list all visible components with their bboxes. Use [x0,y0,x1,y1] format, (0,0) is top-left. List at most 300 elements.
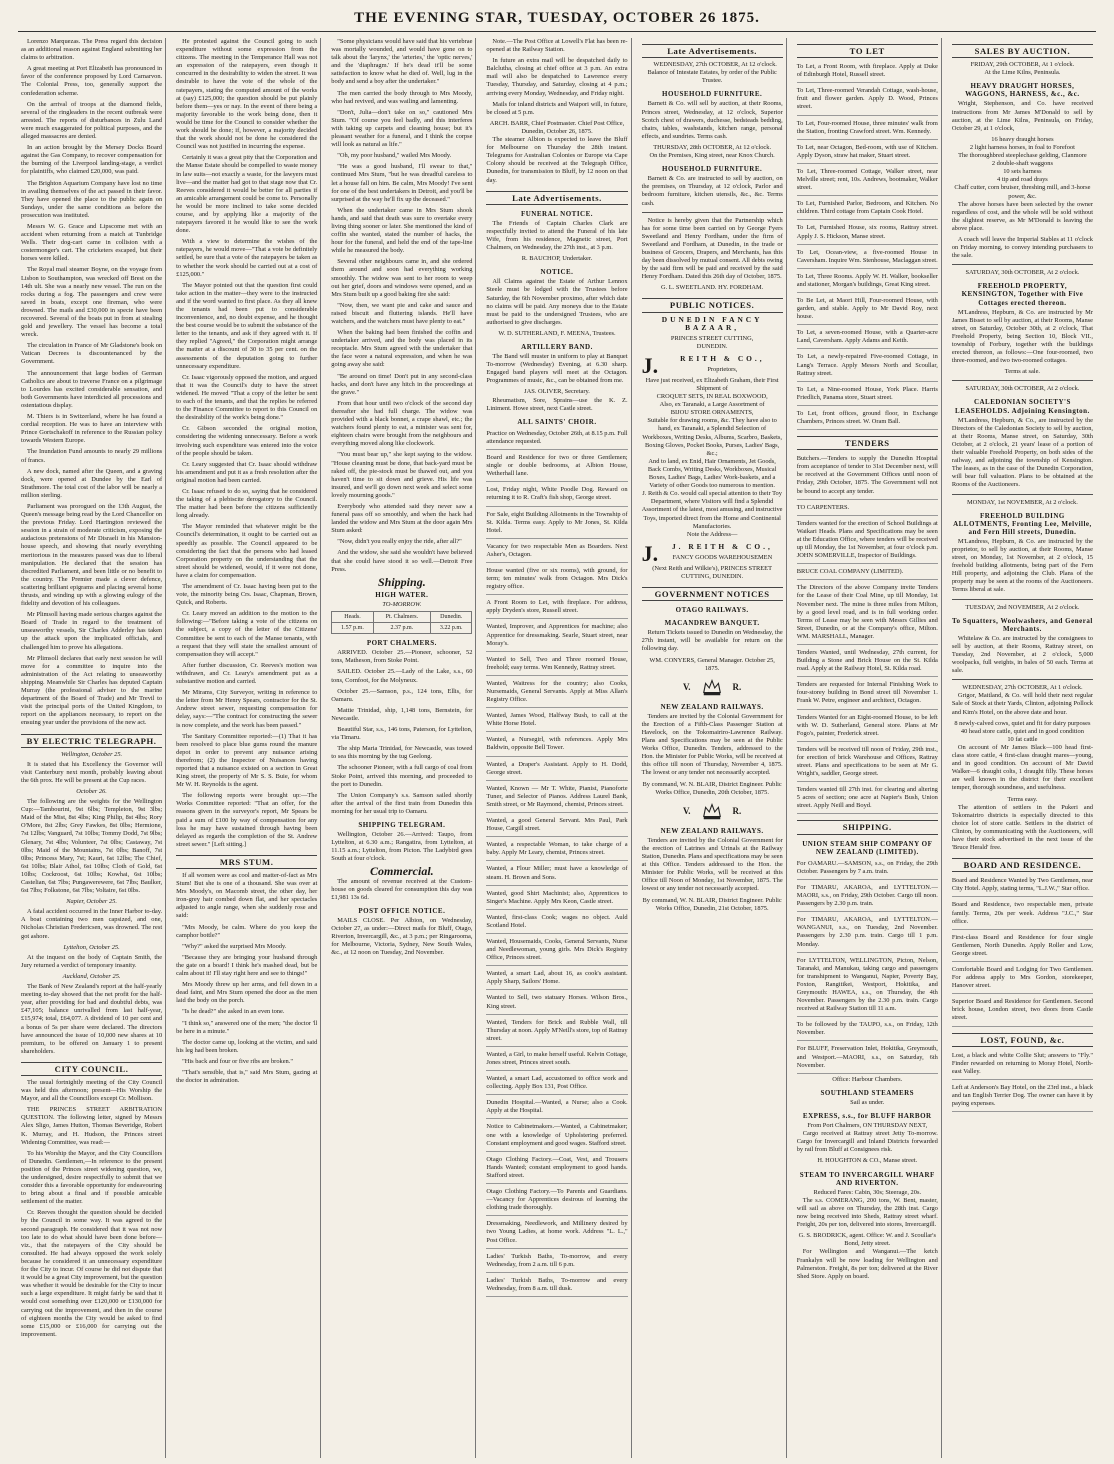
band-signature: JAS. OLIVER, Secretary. [524,388,590,396]
vr-left-2: V. [682,805,691,816]
telegraph-dateline: October 26. [76,787,107,795]
paragraph: Mails for inland districts and Waipori will, in future, be closed at 5 p.m. [486,100,628,116]
ad-item: To Let, Four-roomed House, three minutes' walk from the Station, fronting Crawford street. Wm. Kennedy. [797,118,938,140]
ad-item: Board and Residence, two respectable men, private family. Terms, 20s per week. Address "J.C.," Star office. [952,899,1093,929]
telegraph-dateline: Lyttelton, October 25. [63,943,120,951]
paragraph: October 25.—Samson, p.s., 124 tons, Ellis, for Oamaru. [331,687,473,703]
paragraph: "Some physicians would have said that his vertebrae was mortally wounded, and would have gone on to talk about the 'larynx,' the 'arteries,' the 'optic nerves,' and the 'diaphragm.' If he's dead it'll be some satisfaction to know what he died of. Well, lug in the body and send a boy after the undertaker." [331,38,473,86]
paragraph: "I think so," answered one of the men; "the doctor 'll be here in a minute." [176,1019,318,1035]
nzr2-heading: NEW ZEALAND RAILWAYS. [660,826,764,835]
story-paragraphs [176,872,317,1085]
divider [642,212,783,213]
notice-heading: NOTICE. [540,268,574,277]
nzr2-text: Tenders are invited by the Colonial Government for the erection of Latrines and Urinals at the Railway Station, Dunedin. Plans and specifications may be seen at this Office. Tenders addressed to the Hon. the Minister for Public Works, will be received at this Office till Noon of Monday, 1st November, 1875. The lowest or any tender not necessarily accepted. [641,836,783,893]
paragraph: The thoroughbred steeplechase gelding, Clanmore [958,152,1087,160]
gov-notices-heading: GOVERNMENT NOTICES [642,587,783,601]
telegraph-text: At the inquest on the body of Captain Smith, the Jury returned a verdict of temporary insanity. [21,953,163,969]
port-paragraphs [331,649,472,816]
sale5-date: TUESDAY, 2nd NOVEMBER, At 2 o'clock. [965,603,1080,611]
reith-lines [642,377,783,531]
paragraph: A new dock, named after the Queen, and a graving dock, were opened at Dundee by the Earl of Strathmore. The total cost of the labor will be nearly a million sterling. [21,467,163,499]
shipping-heading: Shipping. [378,574,426,589]
railways-heading: OTAGO RAILWAYS. [675,606,749,615]
paragraph: Cr. Isaac refused to do so, saying that he considered the taking of a plebiscite derogatory to the Council. The matter had been before the citizens sufficiently long already. [176,487,318,520]
paragraph: After further discussion, Cr. Reeves's motion was withdrawn, and Cr. Leary's amendment put as a substantive motion and carried. [176,661,318,686]
port-heading: PORT CHALMERS. [366,639,437,648]
telegraph-dateline: Wellington, October 25. [60,750,123,758]
council-continued [176,38,317,849]
ad-item: Otago Clothing Factory.—Coat, Vest, and Trousers Hands Wanted; constant employment to good hands. Stafford street. [486,1154,627,1184]
ad-item: To be followed by the TAUPO, s.s., on Friday, 12th November. [797,1019,938,1041]
paragraph: THE PRINCES STREET ARBITRATION QUESTION. The following letter, signed by Messrs Alex Sligo, James Hutton, Thomas Beveridge, Robert K. Murray, and H. Hudson, the Princes street Widening Committee, was read:— [21,1106,163,1146]
shipping-heading-2: SHIPPING. [797,820,938,834]
partnership-notice: Notice is hereby given that the Partnership which has for some time been carried on by George Fyers Sweetland and Henry Fordham, under the firm of Sweetland and Fordham, at Dunedin, in the trade or business of Grocers, Drapers, and Merchants, has this day been dissolved by mutual consent. All debts owing by the said firm will be paid and received by the said Henry Fordham. Dated this 26th day of October, 1875. [641,216,783,281]
paragraph: "That's sensible, that is," said Mrs Stum, gazing at the doctor in admiration. [176,1068,318,1085]
ad-item: Tenders wanted for the erection of School Buildings at Waikari Heads. Plans and Specifications may be seen at the Education Office, where tenders will be received up till Monday, the 1st November, at four o'clock p.m. JOHN SOMERVILLE, Inspector of Buildings. [797,518,938,564]
auction-title: HOUSEHOLD FURNITURE. [662,90,763,99]
paragraph: Mr Mirams, City Surveyor, writing in reference to the letter from Mr Henry Spears, contractor for the St. Andrew street sewer, requesting compensation for delay, says:—"The contract for constructing the sewer is now complete, and the work has been passed." [176,689,318,729]
notice-text: All Claims against the Estate of Arthur Lennox Steele must be lodged with the Trustees before Saturday, the 6th November proximo, after which date no claims will be paid. Any moneys due to the Estate must be paid to the undersigned Trustees, who are authorised to give discharges. [486,278,628,326]
southland-heading: SOUTHLAND STEAMERS [820,1088,915,1097]
ad-item: Tenders will be received till noon of Friday, 29th inst., for erection of brick Warehouse and Offices, Rattray street. Plans and specifications to be seen at Mr G. Wright's, saddler, George street. [797,744,938,782]
paragraph: 16 heavy draught horses [991,135,1054,143]
sale4-date: MONDAY, 1st NOVEMBER, At 2 o'clock. [966,498,1078,506]
paragraph: The Union Company's s.s. Samson sailed shortly after the arrival of the first train from Dunedin this morning for her usual trip to Oamaru. [331,791,473,815]
paragraph: Several other neighbours came in, and she ordered them around and soon had everything working smoothly. The widow was sent to her room to weep out her grief, doors and windows were opened, and as Mrs Stum built up a good baking fire she said: [331,258,473,298]
hw-time: 1.57 p.m. [332,623,373,634]
auction-title-2: HOUSEHOLD FURNITURE. [662,165,763,174]
ad-item: Wanted to Sell, two statuary Horses. Wilson Bros., King street. [486,992,627,1014]
ad-item: The Directors of the above Company invite Tenders for the Lease of their Coal Mine, up till Monday, 1st November next. The mine is three miles from Milton, by a good level road, and is in full working order. Terms of Lease may be seen with Messrs Gillies and Street, Dunedin, or at the Company's office, Milton. WM. MARSHALL, Manager. [797,582,938,645]
paragraph: Messrs W. G. Grace and Lipscome met with an accident when returning from a match at Tunbridge Wells. Their dog-cart came in collision with a costermonger's cart. The cricketers escaped, but their horses were killed. [21,222,163,263]
ad-item: For BLUFF, Freservation Inlet, Hokitika, Greymouth, and Westport.—MAORI, s.s., on Saturday, 6th November. [797,1043,938,1073]
paragraph: Everybody who attended said they never saw a funeral pass off so smoothly, and when the hack had landed the widow and Mrs Stum at the door again Mrs Stum asked: [331,502,473,535]
sale1-note: The above horses have been selected by the owner regardless of cost, and the whole will be sold without the slightest reserve, as Mr M'Donald is leaving the above place. [951,200,1093,232]
ad-item: Butchers.—Tenders to supply the Dunedin Hospital from acceptance of tender to 31st December next, will be received at the Government Offices until noon of Friday, 29th October, 1875. The Government will not be bound to accept any tender. [797,453,938,499]
paragraph: ARRIVED. October 25.—Pioneer, schooner, 52 tons, Matheson, from Stoke Point. [331,649,473,665]
paragraph: The men carried the body through to Mrs Moody, who had revived, and was wailing and lamenting. [331,89,473,105]
column-7 [949,38,1096,1458]
notice-extra: The steamer Albion is expected to leave the Bluff for Melbourne on Thursday the 28th instant. Telegrams for Australian Colonies or Europe via Cape Colony should be received at the Telegraph Office, Dunedin, for transmission to Bluff, by 12 noon on that day. [486,136,628,184]
choir-heading: ALL SAINTS' CHOIR. [517,417,597,426]
reith-block [641,352,783,378]
paragraph: The Royal mail steamer Boyne, on the voyage from Lisbon to Southampton, was wrecked off Brest on the 14th ult. She was a nearly new vessel. The run on the rocks during a fog. The passengers and crew were saved in boats, except one fireman, who were drowned. The mails and £30,000 in specie have been recovered. Several of the boats put in from at stealing gold and jewellery. The vessel has become a total wreck. [21,266,163,339]
invercargill-heading: STEAM TO INVERCARGILL WHARF AND RIVERTON. [799,1170,935,1187]
paragraph: The following reports were brought up:—The Works Committee reported: "That an offer, for the reasons given in the surveyor's report, Mr Spears be paid a sum of £100 by way of compensation for any loss he may have sustained through having been delayed as regards the completion of the St. Andrew street sewer." [Left sitting.] [176,792,318,848]
paragraph: "Be around on time! Don't put in any second-class hacks, and don't have any hitch in the proceedings at the grave." [331,372,473,396]
ad-item: Dunedin Hospital.—Wanted, a Nurse; also a Cook. Apply at the Hospital. [486,1097,627,1119]
notice-signature-2: W. D. SUTHERLAND, F. MEENA, Trustees. [498,329,616,337]
ad-item: Wanted to Sell, Two and Three roomed House, freehold; easy terms. Wm Kennedy, Rattray street. [486,654,627,676]
sale3-title: CALEDONIAN SOCIETY'S LEASEHOLDS. Adjoining Kensington. [955,398,1090,415]
comerang-text: The s.s. COMERANG, 200 tons, W. Bent, master, will sail as above on Thursday, the 28th inst. Cargo now being received into Sheds, Rattray street wharf. Freight, 20s per ton, delivered into stores, Invercargill. [796,1196,938,1229]
auction-intro: WEDNESDAY, 27th OCTOBER, At 12 o'clock. Balance of Intestate Estates, by order of the Public Trustee. [647,61,777,85]
tenders-list [797,453,938,814]
nzr2-signature: By command, W. N. BLAIR, District Engineer. Public Works Office, Dunedin, 21st October, 1875. [642,896,782,912]
paragraph: The usual fortnightly meeting of the City Council was held this afternoon; present—His Worship the Mayor, and all the Councillors except Cr. Mollison. [21,1078,163,1103]
paragraph: A great meeting at Port Elizabeth has pronounced in favor of the conference proposed by Lord Carnarvon. The Colonial Press, too, generally support the confederation scheme. [21,65,163,97]
ad-item: For TIMARU, AKAROA, and LYTTELTON.—MAORI, s.s., on Friday, 29th October. Cargo till noon. Passengers by 2.30 p.m. train. [797,882,938,912]
ad-item: Otago Clothing Factory.—To Parents and Guardians.—Vacancy for Apprentices desirous of learning the clothing trade thoroughly. [486,1186,627,1216]
nzr-text: Tenders are invited by the Colonial Government for the Erection of a Fifth-Class Passenger Station at Havelock, on the Tokomairiro-Lawrence Railway. Plans and Specifications may be seen at the Public Works Office, Dunedin. Tenders, addressed to the Hon. the Minister for Public Works, will be received at this office till noon of Thursday, November 4, 1875. The lowest or any tender not necessarily accepted. [641,712,783,777]
auction-date-2: THURSDAY, 28th OCTOBER, At 12 o'clock. [653,143,772,151]
rheumatism-ad: Rheumatism, Sore, Sprains—use the K. Z. Liniment. Howe street, next Castle street. [486,396,628,412]
paragraph: The Brighton Aquarium Company have lost no time in availing themselves of the act passed in their favor. They have opened the place to the public again on Sundays, under the same conditions as before the prosecution was instituted. [21,179,163,219]
big-j-initial-2: J. [641,540,659,566]
sale5-title: To Squatters, Woolwashers, and General Merchants. [952,616,1093,633]
column-5 [639,38,787,1458]
sale1-place: At the Lime Kilns, Peninsula. [984,69,1061,77]
nzr-heading: NEW ZEALAND RAILWAYS. [660,702,764,711]
paragraph: "Why?" asked the surprised Mrs Moody. [182,942,287,950]
sale2-title: FREEHOLD PROPERTY, KENSINGTON, Together with Five Cottages erected thereon. [961,282,1084,307]
royal-arms [642,676,783,698]
ad-item: Tenders Wanted for an Eight-roomed House, to be left with W. D. Sutherland, General store. Plans at Mr Fogo's, painter, Frederick street. [797,712,938,742]
reith2-address: (Next Reith and Wilkie's), PRINCES STREET CUTTING, DUNEDIN. [652,564,772,580]
divider [952,599,1093,600]
commercial-heading: Commercial. [370,864,434,879]
banquet-signature: WM. CONYERS, General Manager. October 25, 1875. [649,656,775,672]
ad-item: Tenders wanted till 27th inst. for clearing and altering 5 acres of section; one acre at Napier's Bush, Union street. Apply Neill and Boyd. [797,784,938,814]
column-6 [794,38,942,1458]
sale3-date: SATURDAY, 30th OCTOBER, At 2 o'clock. [965,385,1080,393]
public-notices-heading: PUBLIC NOTICES. [642,298,783,312]
ad-item: Wanted, a smart Lad, accustomed to office work and collecting. Apply Box 131, Post Office. [486,1073,627,1095]
ad-item: House wanted (five or six rooms), with ground, for term; ten minutes' walk from Octagon. Mrs Dick's registry office. [486,565,627,595]
hw-time: 3.22 p.m. [430,623,471,634]
ad-item: Wanted, Tenders for Brick and Rubble Wall, till Thursday at noon. Apply M'Neill's store, top of Rattray street. [486,1017,627,1047]
bazaar-sub: PRINCES STREET CUTTING, [670,334,754,342]
story-continued [331,38,472,574]
council-paragraphs [21,1079,162,1339]
ad-item: Wanted, a Nursegirl, with references. Apply Mrs Baldwin, opposite Bell Tower. [486,734,627,756]
ad-item: Wanted, a Draper's Assistant. Apply to H. Dodd, George street. [486,759,627,781]
divider [952,679,1093,680]
telegram-heading: SHIPPING TELEGRAM. [358,820,446,829]
column-2 [173,38,321,1458]
commercial-text: The amount of revenue received at the Custom-house on goods cleared for consumption this day was £1,981 13s 6d. [331,877,473,901]
paragraph: The ship Maria Trinidad, for Newcastle, was towed to sea this morning by the tug Geelong. [331,745,473,761]
paragraph: The schooner Pioneer, with a full cargo of coal from Stoke Point, arrived this morning, and proceeded to the port to Dunedin. [331,764,473,788]
story-heading: MRS STUM. [176,855,317,869]
news-paragraphs [21,38,162,728]
ketch-ad: For Wellington and Wanganui.—The ketch Frankalyn will be now loading for Wellington and Palmerston. Freight, 8s per ton; delivered at the River Shed Store. Apply on board. [796,1248,938,1280]
reith-note: Note the Address— [686,530,738,538]
paragraph: The amendment of Cr. Isaac having been put to the vote, the minority being Crs. Isaac, Chapman, Brown, Quick, and Roberts. [176,583,318,607]
paragraph: With a view to determine the wishes of the ratepayers, he would move—"That a vote be definitely settled, be sure that a vote of the ratepayers be taken as to whether the work should be carried out at a cost of £125,000." [176,238,318,278]
ad-item: Wanted, a smart Lad, about 16, as cook's assistant. Apply Sharp, Sailors' Home. [486,968,627,990]
vr-left: V. [682,681,691,692]
paragraph: "Now, then, we want pie and cake and sauce and raised biscuit and fluttering islands. He'll have watchers, and the watchers must have plenty to eat." [331,301,473,325]
sale5-body: Whitelaw & Co. are instructed by the consignees to sell by auction, at their Rooms, Rattray street, on Tuesday, 2nd November, at 2 o'clock, 5,000 woolpacks, full weights, in bales of 50 each. Terms at sale. [951,634,1093,675]
paragraph: Chaff cutter, corn bruiser, threshing mill, and 3-horse power, &c. [954,184,1091,200]
sale2-terms: Terms at sale. [1004,368,1041,376]
paragraph: Also, ex Taranaki, a Large Assortment of [659,401,765,409]
paragraph: The Sanitary Committee reported:—(1) That it has been resolved to place blue gums round the manure depot in order to prevent any nuisance arising therefrom; (2) the Inspector of Nuisances having reported that a nuisance existed on a section in Great King street, the property of Mr S. S. Buie, for whom Mr W. H. Reynolds is the agent. [176,732,318,789]
paragraph: Note.—The Post Office at Lowell's Flat has been re-opened at the Railway Station. [486,38,628,54]
ad-item: Wanted, first-class Cook; wages no object. Auld Scotland Hotel. [486,912,627,934]
sale3-body: M'Landress, Hepburn, & Co., are instructed by the Directors of the Caledonian Society to sell by auction, at their Rooms, Manse street, on Saturday, 30th October, at 2 o'clock, 21 years' lease of a portion of their valuable Freehold Property, on both sides of the railway, and adjoining the township of Kensington. The leases, as in the case of the Dunedin Corporation, will bear full valuation. Plans to be obtained at the Rooms of the Auctioneers. [951,416,1093,489]
union-list [797,858,938,1074]
ad-item: To Let, Furnished Parlor, Bedroom, and Kitchen. No children. Third cottage from Captain Cook Hotel. [797,198,938,220]
high-water-heading: HIGH WATER. [375,590,429,599]
union-heading: UNION STEAM SHIP COMPANY OF NEW ZEALAND (LIMITED). [802,839,933,856]
ad-item: To Let, a seven-roomed House, with a Quarter-acre Land, Caversham. Apply Adams and Keith. [797,327,938,349]
ad-item: Dressmaking, Needlework, and Millinery desired by two Young Ladies, at home work. Address "L. L.," Post Office. [486,1218,627,1248]
paragraph: To his Worship the Mayor, and the City Councillors of Dunedin. Gentlemen,—In reference to the present position of the Princes street widening question, we, the undersigned, desire respectfully to submit that we consider this a favorable opportunity for endeavouring to bring about a final and if possible amicable settlement of the matter. [21,1149,163,1206]
bazaar-title: DUNEDIN FANCY BAZAAR, [661,314,763,332]
telegraph-text: The following are the weights for the Wellington Cup:—Tambourini, 9st 6lbs; Templeton, 9st 3lbs; Maid of the Mist, 8st 4lbs; King Philip, 8st 4lbs; Rory O'More, 8st 2lbs; Grey Fawkes, 8st 0lbs; Hermione, 7st 12lbs; Vanguard, 7st 10lbs; Tommy Dodd, 7st 9lbs; Glenary, 7st 4lbs; Volunteer, 7st 0lbs; Castaway, 7st 0lbs; Maid of the Mountains, 7st 0lbs; Banoff, 7st 0lbs; Princess Mary, 7st; Kauri, 6st 12lbs; The Chief, 6st 10lbs; Blair Athol, 6st 10lbs; Cloth of Gold, 6st 10lbs; Cockroost, 6st 10lbs; Kowhai, 6st 10lbs; Castelian, 6st 7lbs; Pungawerewere, 6st 7lbs; Baulker, 6st 7lbs; Folkstone, 6st 7lbs; Voltaire, 6st 0lbs. [21,798,163,895]
ad-item: Practice on Wednesday, October 26th, at 8.15 p.m. Full attendance requested. [486,428,627,450]
sale6-terms: Terms easy. [1007,795,1038,803]
hw-place: Dunedin. [430,612,471,623]
paragraph: Cr. Leary moved an addition to the motion to the following:—"Before taking a vote of the citizens on the subject, a copy of the letter of the Citizens' Committee be sent to each of the Manse tenants, with a request that they will state the smallest amount of compensation they will accept." [176,610,318,658]
reith-prop: Proprietors, [707,366,738,373]
telegraph-list [21,751,162,1056]
ad-item: Lost, Friday night, White Poodle Dog. Reward on returning it to R. Craft's fish shop, George street. [486,484,627,506]
board-list [952,875,1093,1026]
crown-icon [701,676,723,698]
band-text: The Band will muster in uniform to play at Banquet To-morrow (Wednesday) Evening, at 6.30 sharp. Engaged band players will meet at the Octagon. Programmes of music, &c., can be obtained from me. [486,353,628,385]
divider [952,494,1093,495]
ad-item: To Let, near Octagon, Bed-room, with use of Kitchen. Apply Dyson, straw hat maker, Stuart street. [797,142,938,164]
sale1-items [952,136,1093,201]
telegraph-heading: BY ELECTRIC TELEGRAPH. [21,734,162,748]
paragraph: Mrs Moody threw up her arms, and fell down in a dead faint, and Mrs Stum opened the door as the men laid the body on the porch. [176,981,318,1005]
paragraph: Mr Plimsoll declares that early next session he will move for a committee to inquire into the administration of the Act relating to unseaworthy shipping. Meanwhile Sir Charles has deputed Captain Murray (the professional adviser to the marine department of the Board of Trade) and Mr Trevil to visit the principal ports of the United Kingdom, to report on the appliances necessary, to report on the ensuing year under the provisions of the new act. [21,654,163,727]
paragraph: CROQUET SETS, IN REAL BOXWOOD, [656,393,768,401]
express-signature: H. HOUGHTON & CO., Manse street. [817,1157,918,1165]
hw-place: Pt. Chalmers. [373,612,430,623]
paragraph: Cr. Reeves thought the question should be decided by the Council in some way. It was agreed to the second paragraph. He considered that it was not now too late to do what should have been done before—viz., that the ratepayers of the City should be consulted. He had always opposed the work solely because he considered it an unnecessary expenditure for the City to incur. Of course he did not dispute that it would be a great City improvement, but the question was whether it would be desirable for the City to incur such a large expenditure. It might fairly be said that it would cost something over £120,000 or £130,000 for carrying out the improvement, and then in the course of eighteen months the City would be asked to find some £15,000 or £16,000 for carrying out the improvement. [21,1209,163,1338]
sale6-more: On account of Mr James Black—100 head first-class store cattle, 4 first-class draught mares—young, and in good condition. On account of Mr David Walker—6 draught colts, 1 draught filly. These horses are well known in the district for their excellent temper, thorough soundness, and usefulness. [951,743,1093,792]
paragraph: The circulation in France of Mr Gladstone's book on Vatican Decrees is discountenanced by the Government. [21,342,163,366]
ad-item: Tenders Wanted, until Wednesday, 27th current, for Building a Stone and Brick House on the St. Kilda road. Apply at the Railway Hotel, St. Kilda road. [797,647,938,677]
ad-item: Board and Residence for two or three Gentlemen; single or double bedrooms, at Albion House, Wetherhall lane. [486,452,627,482]
ad-item: To Let, Furnished House, six rooms, Rattray street. Apply J. S. Hickson, Manse street. [797,222,938,244]
big-j-initial: J. [641,352,659,378]
ad-item: Wanted, a Flour Miller; must have a knowledge of steam. H. Brown and Sons. [486,863,627,885]
paragraph: Workboxes, Writing Desks, Albums, Scarbro, Baskets, Boxing Gloves, Pocket Books, Purses, Ladies' Bags, &c.; [642,433,782,457]
ad-item: Wanted, good Shirt Machinist; also, Apprentices to Singer's Machine. Apply Mrs Keon, Castle street. [486,888,627,910]
columns [18,38,1096,1458]
telegraph-text: A fatal accident occurred in the Inner Harbor to-day. A boat containing two men capsized, and one, Nicholas Christian Fredericsen, was drowned. The rest got ashore. [21,908,163,940]
ad-item: To Let, front offices, ground floor, in Exchange Chambers, Princes street. W. Oram Ball. [797,408,938,430]
paragraph: 10 sets harness [1003,168,1042,176]
paragraph: And the widow, she said she wouldn't have believed that she could have stood it so well.—Detroit Free Press. [331,549,473,573]
paragraph: The Inundation Fund amounts to nearly 29 millions of francs. [21,448,163,464]
ad-item: To Let, Three-roomed Cottage, Walker street, near Melville street; rent, 10s. Andrews, bootmaker, Walker street. [797,166,938,196]
reith2-name: J. REITH & CO., [671,541,773,551]
post-heading: POST OFFICE NOTICE. [358,906,446,915]
ad-item: First-class Board and Residence for four single Gentlemen, North Dunedin. Apply Roller and Low, George street. [952,932,1093,962]
paragraph: On the arrival of troops at the diamond fields, several of the ringleaders in the recent outbreak were arrested. The reports of disturbances in Zulu Land were much exaggerated for political purposes, and the alleged massacres are denied. [21,100,163,141]
ad-item: Wanted, a Girl, to make herself useful. Kelvin Cottage, Jones street, Princes street south. [486,1049,627,1071]
paragraph: 10 fat cattle [1007,735,1038,743]
paragraph: "Now, didn't you really enjoy the ride, after all?" [337,538,462,546]
ad-item: To Let, a newly-repaired Five-roomed Cottage, in Lang's Terrace. Apply Messrs North and Scoullar, Rattray street. [797,351,938,381]
sale6-items [952,720,1093,744]
ad-item: BRUCE COAL COMPANY (LIMITED). [797,566,938,580]
reith-block-2 [641,540,783,566]
tenders-heading: TENDERS [797,436,938,450]
royal-arms-2 [642,800,783,822]
funeral-signature: R. BAUCHOP, Undertaker. [521,255,593,263]
paragraph: Cr. Gibson seconded the original motion, considering the widening unnecessary. Before a work involving such expenditure was entered into the voice of the people should be taken. [176,425,318,457]
telegraph-dateline: Auckland, October 25. [62,972,121,980]
banquet-text: Return Tickets issued to Dunedin on Wednesday, the 27th instant, will be available for return on the following day. [641,629,783,653]
paragraph: The announcement that large bodies of German Catholics are about to traverse France on a pilgrimage to Lourdes has excited considerable sensation, and both Governments have interdicted all processions and ostentatious display. [21,369,163,409]
sale6-note: The attention of settlers in the Pukeri and Tokomairiro districts is especially directed to this choice lot of store cattle. Settlers in the district of Clinton, by communicating with the Auctioneers, will have their stock advertised in the next issue of the 'Bruce Herald' free. [951,803,1093,852]
paragraph: If all women were as cool and matter-of-fact as Mrs Stum! But she is one of a thousand. She was over at Mrs Moody's, on Macomb street, the other day, her iron-grey hair combed down flat, and her spectacles adjusted to angle range, when she suddenly rose and said: [176,872,318,920]
comerang-signature: G. S. BRODRICK, agent. Office: W. and J. Scoullar's Bond, Jetty street. [798,1232,936,1248]
council-heading: CITY COUNCIL. [21,1062,162,1076]
paragraph: In an action brought by the Mersey Docks Board against the Gas Company, to recover compensation for the burning of the Liverpool landing-stage, a verdict for plaintiffs, who claimed £20,000, was paid. [21,144,163,176]
vr-right: R. [732,681,742,692]
sale1-title: HEAVY DRAUGHT HORSES, WAGGONS, HARNESS, &c., &c. [965,82,1080,99]
paragraph: "He was a good husband, I'll swear to that," continued Mrs Stum, "but he was dreadful careless to let a house fall on him. Be calm, Mrs Moody! I've sent for one of the best undertakers in Detroit, and you'll be surprised at the way he'll fix up the deceased." [331,163,473,203]
reith2-sub: FANCY GOODS WAREHOUSEMEN [672,553,773,561]
paragraph: He protested against the Council going to such expenditure without some expression from the citizens. The meeting in the Temperance Hall was not an expression of the ratepayers, even though it concurred in the desirability to widen the street. It was desirable to have the vote of the whole of the ratepayers, stating the computed amount of the works at (say) £125,000; the question should be put plainly before them—yes or nay. In the event of there being a majority favorable to the work being done, then it would be time for the Council to consider whether the work should be done; if, however, a majority decided that the work should not be done he considered the Council was not justified in incurring the expense. [176,38,318,151]
paragraph: Mattie Trinidad, ship, 1,148 tons, Bernstein, for Newcastle. [331,706,473,722]
band-heading: ARTILLERY BAND. [521,343,593,351]
paragraph: M. Thiers is in Switzerland, where he has found a cordial reception. He was to have an interview with Prince Gortschakoff in reference to the Russian policy towards Western Europe. [21,413,163,445]
ad-item: Comfortable Board and Lodging for Two Gentlemen. For address apply to Mrs Gordon, storekeeper, Hanover street. [952,964,1093,994]
late-ads-heading: Late Advertisements. [486,191,627,205]
hw-time: 2.37 p.m. [373,623,430,634]
column-4 [483,38,631,1458]
paragraph: In future an extra mail will be despatched daily to Balclutha, closing at chief office at 3 p.m. An extra mail will also be despatched to Lawrence every Tuesday, Thursday, and Saturday, closing at 4 p.m.; arriving every Monday, Wednesday, and Friday night. [486,57,628,97]
paragraph: "Don't, Julia—don't take on so," cautioned Mrs Stum. "Of course you feel badly, and this interferes with taking up carpets and cleaning house; but it's pleasant weather for a funeral, and I think the corpse will look as natural as life." [331,108,473,149]
auction-body: Barnett & Co. will sell by auction, at their Rooms, Princes street, Wednesday, at 12 o'clock, Superior Scotch chest of drawers, duchesse, bedsteads bedding, chairs, tables, washstands, kitchen range, personal effects, and sundries. Terms cash. [641,100,783,140]
paragraph: "You must bear up," she kept saying to the widow. "House cleaning must be done, that back-yard must be raked off, the pie-stock must be thawed out, and you haven't time to sit down and grieve. His life was insured, and we'll go down next week and select some lovely mourning goods." [331,451,473,499]
paragraph: "Oh, my poor husband," wailed Mrs Moody. [337,152,452,160]
paragraph: When the baking had been finished the coffin and undertaker arrived, and the body was placed in its receptacle. Mrs Stum agreed with the undertaker that the face wore a natural expression, and when he was going away she said: [331,329,473,369]
paragraph: Beautiful Star, s.s., 146 tons, Paterson, for Lyttelton, via Timaru. [331,726,473,742]
sale2-date: SATURDAY, 30th OCTOBER, At 2 o'clock. [965,269,1080,277]
paragraph: Certainly it was a great pity that the Corporation and the Manse Estate should be compelled to waste money in law suits—not exactly a waste, for the lawyers must live—and the matter had got to that stage now that Cr. Reeves considered it would be better for all parties if an amicable arrangement could be come to. Personally he would be more inclined to take some decided course, and by applying like a majority of the ratepayers favored it he would like to see the work done. [176,154,318,235]
ad-item: Wanted, Improver, and Apprentices for machine; also Apprentice for dressmaking. Searle, Stuart street, near Moray's. [486,621,627,651]
hw-place: Heads. [332,612,373,623]
column-3 [328,38,476,1458]
ad-item: To Let, a Front Room, with fireplace. Apply at Duke of Edinburgh Hotel, Russell street. [797,61,938,83]
paragraph: 4 tip and road drays [997,176,1048,184]
ad-item: For TIMARU, AKAROA, and LYTTELTON.—WANGANUI, s.s., on Tuesday, 2nd November. Passengers by 2.30 p.m. train. Cargo till 1 p.m. Monday. [797,914,938,952]
to-let-list [797,61,938,430]
bazaar-city: DUNEDIN. [696,342,728,350]
notice-signature: ARCH. BARR, Chief Postmaster. Chief Post Office, Dunedin, October 26, 1875. [489,119,625,135]
paragraph: When the undertaker came in Mrs Stum shook hands, and said that death was sure to overtake every living thing sooner or later. She mentioned the kind of coffin she wanted, stated the number of hacks, the hour for the funeral, and held the end of the tape-line while he measured the body. [331,206,473,255]
express-heading: EXPRESS, s.s., for BLUFF HARBOR [802,1112,932,1120]
ad-item: Wanted, Housemaids, Cooks, General Servants, Nurse and Needlewoman, young girls. Mrs Dick's Registry Office, Princes street. [486,936,627,966]
paragraph: 2 light harness horses, in foal to Forefoot [969,143,1075,151]
paragraph: "His back and four or five ribs are broken." [182,1057,293,1065]
paragraph: Have just received, ex Elizabeth Graham, their First Shipment of [645,376,779,392]
auction-body-2: Barnett & Co. are instructed to sell by auction, on the premises, on Thursday, at 12 o'clock, Parlor and bedroom furniture, kitchen utensils, &c., &c. Terms cash. [641,175,783,207]
paragraph: 2 double-shaft waggons [991,160,1053,168]
sale4-title: FREEHOLD BUILDING ALLOTMENTS, Fronting Lee, Melville, and Fern Hill streets, Dunedin. [953,511,1092,536]
ad-item: To Let, Three-roomed Verandah Cottage, wash-house, fruit and flower garden. Apply D. Wood, Princes street. [797,85,938,115]
ad-item: For Sale, eight Building Allotments in the Township of St. Kilda. Terms easy. Apply to Mr Jones, St. Kilda Hotel. [486,509,627,539]
masthead: THE EVENING STAR, TUESDAY, OCTOBER 26 1875. [18,10,1096,32]
ad-item: Board and Residence Wanted by Two Gentlemen, near City Hotel. Apply, stating terms, "L.J.W.," Star office. [952,875,1093,897]
ad-item: Wanted, a good General Servant. Mrs Paul, Park House, Cargill street. [486,815,627,837]
post-text: MAILS CLOSE. Per Albion, on Wednesday, October 27, as under:—Direct mails for Bluff, Otago, Riverton, Invercargill, &c., at 3 p.m.; per Ringarooma, for Melbourne, Victoria, Sydney, New South Wales, &c., at 12 noon on Tuesday, 2nd November. [331,916,473,957]
high-water-table [331,611,472,634]
funeral-text: The Friends of Captain Charles Clark are respectfully invited to attend the Funeral of his late Wife, from his residence, Magnetic street, Port Chalmers, on Wednesday, the 27th inst., at 3 p.m. [486,219,628,252]
southland-sub: Sail as under. [850,1098,885,1106]
sale6-body: Grigor, Maitland, & Co. will hold their next regular Sale of Stock at their Yards, Clinton, adjoining Pollock and Kim's Hotel, on the above date and hour. [951,692,1093,716]
paragraph: 8 newly-calved cows, quiet and fit for dairy purposes [954,719,1091,727]
paragraph: The doctor came up, looking at the victim, and said his leg had been broken. [176,1038,318,1054]
union-office: Office: Harbour Chambers. [832,1075,903,1083]
paragraph: Cr. Leary suggested that Cr. Isaac should withdraw his amendment and put it as a fresh resolution after the original motion had been carried. [176,460,318,484]
reith-name: REITH & CO., [680,353,765,363]
ad-item: Lost, a black and white Collie Slut; answers to "Fly." Finder rewarded on returning to Moray Hotel, North-east Valley. [952,1050,1093,1080]
ad-item: For OAMARU.—SAMSON, s.s., on Friday, the 29th October. Passengers by 7 a.m. train. [797,858,938,880]
ad-item: Wanted, a respectable Woman, to take charge of a baby. Apply Mr Leary, chemist, Princes street. [486,839,627,861]
divider [952,264,1093,265]
post-notices [486,38,627,117]
sale1-note-2: A coach will leave the Imperial Stables at 11 o'clock on Friday morning, to convey intending purchasers to the sale. [951,235,1093,260]
ad-item: TO CARPENTERS. [797,502,938,516]
nzr-signature: By command, W. N. BLAIR, District Engineer. Public Works Office, Dunedin, 20th October, 1875. [642,780,782,796]
sale4-body: M'Landress, Hepburn, & Co. are instructed by the proprietor, to sell by auction, at their Rooms, Manse street, on Monday, 1st November, at 2 o'clock, 15 freehold building allotments, being part of the Fern Hill property, and adjoining the Club. Plans of the property may be seen at the rooms of the Auctioneers. Terms liberal at sale. [951,537,1093,594]
paragraph: Cr. Isaac vigorously opposed the motion, and argued that it was the Council's duty to have the street widened. He moved "That a copy of the letter be sent to each of the tenants, and that the replies be referred to the Finance Committee to report to this Council on the desirability of the work's being done." [176,373,318,422]
ad-item: For LYTTELTON, WELLINGTON, Picton, Nelson, Taranaki, and Manukau, taking cargo and passengers for transhipment to Wanganui, Napier, Poverty Bay, Foxton, Rangitikei, Westport, Hokitika, and Greymouth: HAWEA, s.s., on Thursday, the 4th November. Passengers by the 2.30 p.m. train. Cargo received at Railway Station till 11 a.m. [797,955,938,1018]
sale2-body: M'Landress, Hepburn, & Co. are instructed by Mr James Bisset to sell by auction, at their Rooms, Manse street, on Saturday, October 30th, at 2 o'clock, That Freehold Property, being Section 10, Block VII., township of Forbury, together with the buildings erected thereon, as follows:—One four-roomed, two three-roomed, and two two-roomed cottages. [951,308,1093,365]
to-let-heading: TO LET [797,44,938,58]
paragraph: Suitable for drawing rooms, &c. They have also to hand, ex Taranaki, a Splendid Selection of [647,417,777,433]
telegraph-text: The Bank of New Zealand's report at the half-yearly meeting to-day showed that the net profit for the half-year, after providing for bad and doubtful debts, was £47,105; balance unrivalled from last half-year, £15,974; total, £64,077. A dividend of 10 per cent and a bonus of 5s per share were declared. The directors have announced the issue of 10,000 new shares at 10 premium, to be offered on January 1 to present shareholders. [21,983,163,1055]
auction-place-2: On the Premises, King street, near Knox Church. [649,152,775,160]
ad-item: Ladies' Turkish Baths, To-morrow, and every Wednesday, from 2 a.m. till 6 p.m. [486,1251,627,1273]
paragraph: "Is he dead?" she asked in an even tone. [182,1008,285,1016]
paragraph: J. Reith & Co. would call special attention to their Toy Department, where Visitors will find a Splendid Assortment of the latest, most amusing, and instructive Toys, imported direct from the Home and Continental Manufactories. [641,490,783,530]
ad-item: Left at Anderson's Bay Hotel, on the 23rd inst., a black and tan English Terrier Dog. The owner can have it by paying expenses. [952,1082,1093,1112]
paragraph: Lorenzo Marquezas. The Press regard this decision as an additional reason against England submitting her claims to arbitration. [21,38,163,62]
ad-item: To Be Let, at Maori Hill, Four-roomed House, with garden, and stable. Apply to Mr David Roy, next house. [797,295,938,325]
sale1-date: FRIDAY, 29th OCTOBER, At 1 o'clock. [970,61,1075,69]
paragraph: Mr Plimsoll having made serious charges against the Board of Trade in regard to the treatment of unseaworthy vessels, Sir Charles Adderley has taken up the attack upon the implicated officials, and challenged him to prove his allegations. [21,611,163,651]
ad-item: Wanted, James Wood, Halfway Bush, to call at the White Horse Hotel. [486,710,627,732]
column-1 [18,38,166,1458]
lost-heading: LOST, FOUND, &c. [952,1033,1093,1047]
late-ads-heading-2: Late Advertisements. [642,44,783,58]
ad-item: Vacancy for two respectable Men as Boarders. Next Asher's, Octagon. [486,541,627,563]
paragraph: BIJOU STORE ORNAMENTS, [670,409,754,417]
high-water-sub: TO-MORROW. [382,600,422,608]
paragraph: "Because they are bringing your husband through the gate on a board! I think he's mashed dead, but be calm about it! I'll stay right here and see to things!" [176,953,318,978]
telegram-text: Wellington, October 26.—Arrived: Taupo, from Lyttelton, at 6.30 a.m.; Rangatira, from Lyttelton, at 11.15 a.m.; Lyttelton, from Picton. The Ladybird goes South at four o'clock. [331,831,473,863]
paragraph: The Mayor reminded that whatever might be the Council's determination, it ought to be carried out as speedily as possible. The Council appeared to be considering the fact that the persons who had leased Corporation property on the understanding that the street should be widened, would, if it were not done, have a claim for compensation. [176,523,318,579]
sale6-date: WEDNESDAY, 27th OCTOBER, At 1 o'clock. [962,684,1083,692]
vr-right-2: R. [732,805,742,816]
express-body: Cargo received at Rattray street Jetty To-morrow. Cargo for Invercargill and Inland Districts forwarded by rail from Bluff at Consignees risk. [796,1130,938,1154]
ad-item: Ladies' Turkish Baths, To-morrow and every Wednesday, from 8 a.m. till dusk. [486,1275,627,1297]
ad-item: Superior Board and Residence for Gentlemen. Second brick house, London street, two doors from Castle street. [952,996,1093,1026]
paragraph: From that hour until two o'clock of the second day thereafter she had full charge. The widow was provided with a black bonnet, a crape shawl, etc.; the watchers found plenty to eat, a minister was sent for, eighteen chairs were brought from the neighbours and everything moved along like clockwork. [331,399,473,448]
invercargill-sub: Reduced Fares: Cabin, 30s; Steerage, 20s. [813,1188,922,1196]
paragraph: The Mayor pointed out that the question first could take action in the matter—they were to the instructed and if the word wanted to first place. As they all knew the tenants had been put to considerable inconvenience, and, no doubt expense, and he thought the best course would be to submit the substance of the letter to the tenants, and ask if they agreed with it. If they replied "Agreed," the Corporation might arrange the matter at a discount of 30 to 35 per cent. on the assessments of the deputation going to further unnecessary expenditure. [176,281,318,370]
ad-item: Tenders are requested for Internal Finishing Work to four-storey building in Bond street till November 1. Frank W. Petre, engineer and architect, Octagon. [797,679,938,709]
paragraph: "Mrs Moody, be calm. Where do you keep the camphor bottle?" [176,923,318,939]
ad-item: To Let, Ocean-view, a five-roomed House in Caversham. Inquire Wm. Stenhouse, Maclaggan street. [797,247,938,269]
banquet-heading: MACANDREW BANQUET. [664,619,760,628]
telegraph-text: It is stated that his Excellency the Governor will visit Canterbury next month, probably leaving about the 6th prox. He will be present at the Cup races. [21,760,163,784]
express-sub: From Port Chalmers, ON THURSDAY NEXT, [807,1122,928,1130]
paragraph: SAILED. October 25.—Lady of the Lake, s.s., 60 tons, Cornfoot, for the Molyneux. [331,668,473,684]
